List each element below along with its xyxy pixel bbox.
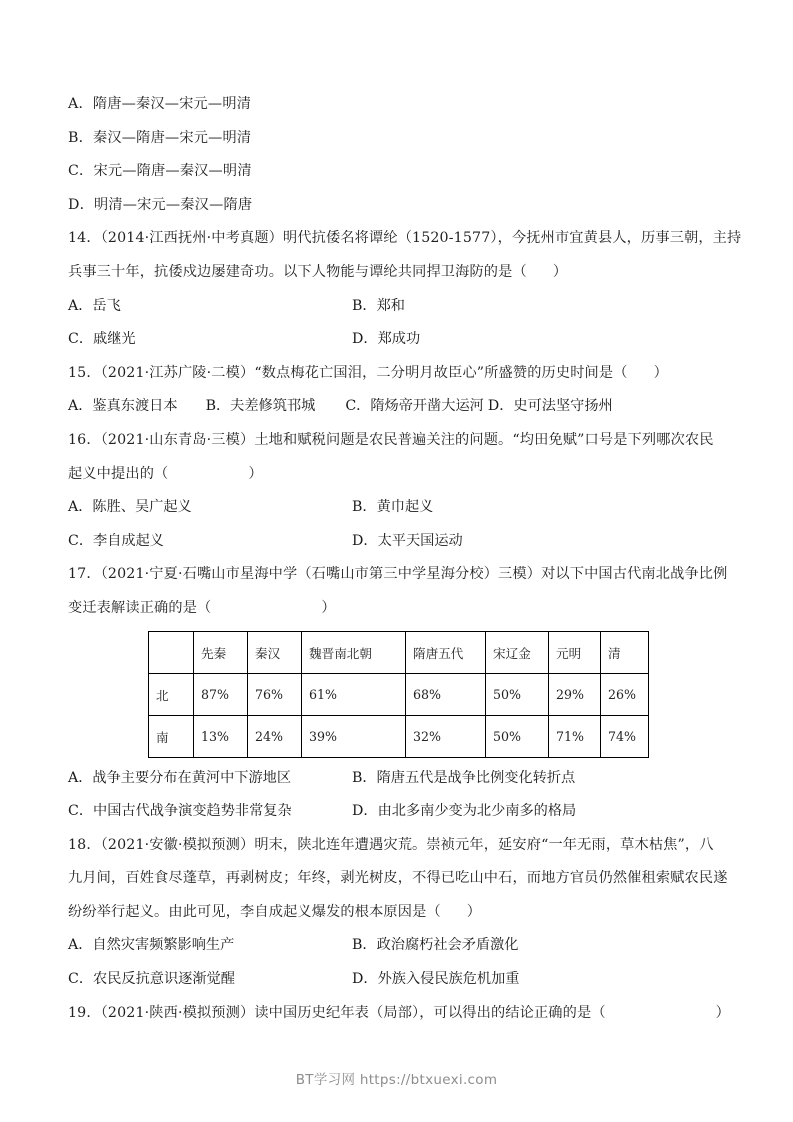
table-corner-cell	[149, 631, 194, 673]
option-c: C．戚继光	[68, 331, 136, 348]
table-header-cell: 清	[601, 631, 649, 673]
question-14-stem-line2	[68, 256, 728, 290]
question-16-stem-line1: 16．（2021·山东青岛·三模）土地和赋税问题是农民普遍关注的问题。“均田免赋”口号是下列哪次农民	[68, 431, 714, 448]
question-17-stem-line2	[68, 592, 728, 626]
table-cell: 74%	[601, 715, 649, 757]
question-17-stem-line2-close: ）	[321, 599, 336, 616]
table-header-row	[149, 631, 649, 673]
option-row: C．宋元—隋唐—秦汉—明清	[68, 163, 252, 180]
question-18-stem-line3-close: ）	[466, 903, 482, 920]
option-c: C．隋炀帝开凿大运河	[345, 398, 484, 415]
question-18-stem-line1: 18．（2021·安徽·模拟预测）明末，陕北连年遭遇灾荒。崇祯元年，延安府“一年无雨，草木枯焦”，八	[68, 836, 714, 853]
table-cell: 50%	[486, 673, 549, 715]
table-cell: 29%	[549, 673, 601, 715]
option-a: A．鉴真东渡日本	[68, 398, 178, 415]
question-17-options-row1	[68, 762, 728, 796]
question-16-options-row1	[68, 491, 728, 525]
option-row: B．秦汉—隋唐—宋元—明清	[68, 129, 252, 146]
option-d: D．由北多南少变为北少南多的格局	[352, 803, 577, 820]
option-a: A．岳飞	[68, 297, 121, 314]
table-cell: 24%	[248, 715, 302, 757]
option-d: D．外族入侵民族危机加重	[352, 971, 520, 988]
table-cell: 68%	[406, 673, 486, 715]
table-cell: 71%	[549, 715, 601, 757]
question-16-stem-line2	[68, 458, 728, 492]
option-d: D．史可法坚守扬州	[487, 398, 613, 415]
question-18-options-row2	[68, 963, 728, 997]
option-d: D．郑成功	[352, 331, 421, 348]
question-17-stem-line2-text: 变迁表解读正确的是（	[68, 599, 212, 616]
war-ratio-table-wrapper	[68, 631, 728, 758]
question-14-stem-line2-text: 兵事三十年，抗倭戍边屡建奇功。以下人物能与谭纶共同捍卫海防的是（	[68, 263, 527, 280]
question-18-options-row1	[68, 929, 728, 963]
option-a: A．自然灾害频繁影响生产	[68, 937, 235, 954]
question-16-stem-line2-close: ）	[248, 465, 263, 482]
table-header-cell: 魏晋南北朝	[302, 631, 406, 673]
option-c: C．中国古代战争演变趋势非常复杂	[68, 803, 292, 820]
table-header-cell: 宋辽金	[486, 631, 549, 673]
table-cell: 39%	[302, 715, 406, 757]
question-16-options-row2	[68, 525, 728, 559]
option-c: C．农民反抗意识逐渐觉醒	[68, 971, 235, 988]
table-row	[149, 673, 649, 715]
table-cell: 32%	[406, 715, 486, 757]
table-cell: 87%	[194, 673, 248, 715]
table-row-label: 北	[149, 673, 194, 715]
question-17-stem-line1: 17．（2021·宁夏·石嘴山市星海中学（石嘴山市第三中学星海分校）三模）对以下中国古代南北战争比例	[68, 566, 728, 583]
option-a: A．战争主要分布在黄河中下游地区	[68, 769, 292, 786]
war-ratio-table	[148, 631, 649, 758]
question-18-stem-line2: 九月间，百姓食尽蓬草，再剥树皮；年终，剥光树皮，不得已吃山中石，而地方官员仍然催租索赋农民遂	[68, 870, 728, 887]
site-watermark: BT学习网 https://btxuexi.com	[295, 1072, 498, 1088]
question-14-options-row2	[68, 323, 728, 357]
option-d: D．太平天国运动	[352, 532, 463, 549]
table-header-cell: 元明	[549, 631, 601, 673]
option-b: B．隋唐五代是战争比例变化转折点	[352, 769, 576, 786]
question-18-stem-line3	[68, 896, 728, 930]
option-b: B．郑和	[352, 297, 405, 314]
question-19-stem-text: 19．（2021·陕西·模拟预测）读中国历史纪年表（局部），可以得出的结论正确的是（	[68, 1004, 606, 1021]
question-14-stem-line1: 14．（2014·江西抚州·中考真题）明代抗倭名将谭纶（1520-1577），今抚州市宜黄县人，历事三朝，主持	[68, 230, 742, 247]
table-header-cell: 隋唐五代	[406, 631, 486, 673]
document-body	[68, 88, 742, 1030]
option-b: B．黄巾起义	[352, 499, 434, 516]
option-a: A．陈胜、吴广起义	[68, 499, 192, 516]
table-cell: 26%	[601, 673, 649, 715]
question-15-stem	[68, 357, 728, 391]
question-19-stem	[68, 997, 728, 1031]
question-18-stem-line3-text: 纷纷举行起义。由此可见，李自成起义爆发的根本原因是（	[68, 903, 441, 920]
table-row	[149, 715, 649, 757]
question-14-options-row1	[68, 290, 728, 324]
table-cell: 50%	[486, 715, 549, 757]
table-cell: 61%	[302, 673, 406, 715]
question-15-options-row	[68, 390, 728, 424]
question-17-options-row2	[68, 795, 728, 829]
question-14-stem-line2-close: ）	[552, 263, 568, 280]
option-b: B．政治腐朽社会矛盾激化	[352, 937, 519, 954]
table-row-label: 南	[149, 715, 194, 757]
option-b: B．夫差修筑邗城	[205, 398, 316, 415]
question-15-stem-close: ）	[653, 364, 668, 381]
question-16-stem-line2-text: 起义中提出的（	[68, 465, 169, 482]
question-19-stem-close: ）	[715, 1004, 730, 1021]
table-header-cell: 先秦	[194, 631, 248, 673]
question-15-stem-text: 15．（2021·江苏广陵·二模）“数点梅花亡国泪，二分明月故臣心”所盛赞的历史时间是（	[68, 364, 628, 381]
table-header-cell: 秦汉	[248, 631, 302, 673]
table-cell: 76%	[248, 673, 302, 715]
option-c: C．李自成起义	[68, 532, 164, 549]
option-row: A．隋唐—秦汉—宋元—明清	[68, 96, 252, 112]
option-row: D．明清—宋元—秦汉—隋唐	[68, 196, 253, 213]
table-cell: 13%	[194, 715, 248, 757]
